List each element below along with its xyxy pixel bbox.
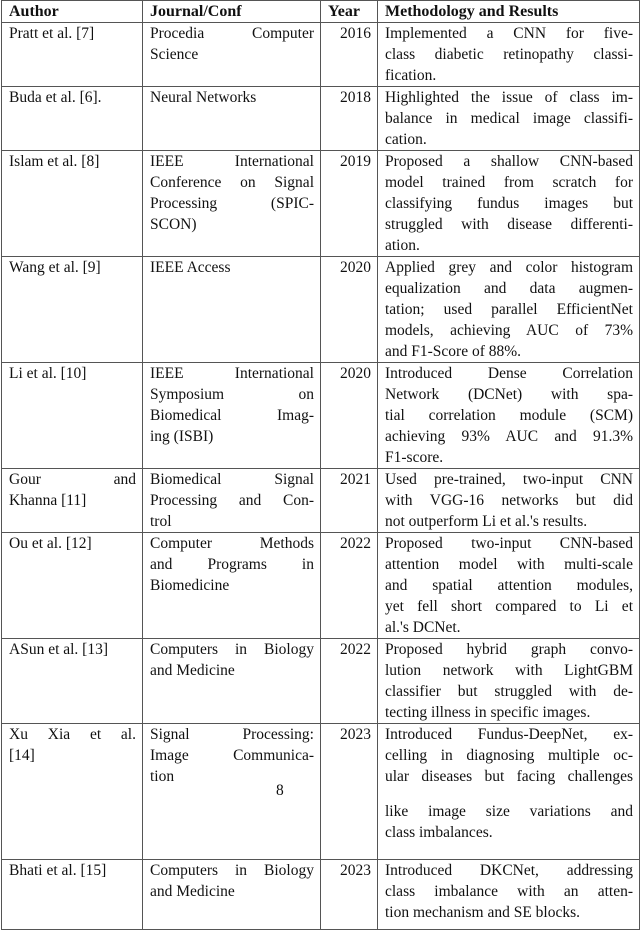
methodology-cell-line: cation. xyxy=(385,131,427,148)
methodology-cell-line: Implemented a CNN for five- xyxy=(385,25,633,42)
table-row xyxy=(2,860,640,930)
author-cell-line: Khanna [11] xyxy=(9,492,87,509)
header-year: Year xyxy=(321,1,378,23)
literature-review-table xyxy=(1,0,640,930)
author-cell xyxy=(2,363,143,469)
table-row xyxy=(2,639,640,724)
journal-cell-line: Neural Networks xyxy=(150,89,257,106)
journal-cell-line: Biomedicine xyxy=(150,577,230,594)
methodology-cell-line: like image size variations and xyxy=(385,803,633,820)
journal-cell-line: Computers in Biology xyxy=(150,641,314,658)
table-row xyxy=(2,257,640,363)
author-cell-line: Xu Xia et al. xyxy=(9,726,136,743)
author-cell-line: ASun et al. [13] xyxy=(9,641,109,658)
methodology-cell-line: class diabetic retinopathy classi- xyxy=(385,46,633,63)
journal-cell-line: IEEE International xyxy=(150,365,314,382)
journal-cell xyxy=(143,860,321,930)
journal-cell-line: Science xyxy=(150,46,199,63)
table-row xyxy=(2,724,640,860)
table-row xyxy=(2,363,640,469)
year-cell: 2019 xyxy=(321,151,378,257)
journal-cell xyxy=(143,363,321,469)
methodology-cell-line: fication. xyxy=(385,67,437,84)
journal-cell-line: trol xyxy=(150,513,172,530)
methodology-cell-line: Introduced Dense Correlation xyxy=(385,365,633,382)
methodology-cell xyxy=(378,23,640,87)
journal-cell-line: Procedia Computer xyxy=(150,25,314,42)
journal-cell-line: ing (ISBI) xyxy=(150,428,214,445)
methodology-cell xyxy=(378,151,640,257)
author-cell-line: Islam et al. [8] xyxy=(9,153,100,170)
author-cell-line: Pratt et al. [7] xyxy=(9,25,95,42)
journal-cell-line: Biomedical Signal xyxy=(150,471,314,488)
journal-cell xyxy=(143,87,321,151)
methodology-cell xyxy=(378,469,640,533)
author-cell xyxy=(2,469,143,533)
journal-cell-line: Computers in Biology xyxy=(150,862,314,879)
table-row xyxy=(2,533,640,639)
author-cell-line: Ou et al. [12] xyxy=(9,535,92,552)
author-cell-line: [14] xyxy=(9,747,35,764)
header-journal: Journal/Conf xyxy=(143,1,321,23)
methodology-cell-line: Network (DCNet) with spa- xyxy=(385,386,633,403)
methodology-cell-line: and spatial attention modules, xyxy=(385,577,633,594)
journal-cell-line: and Medicine xyxy=(150,883,235,900)
methodology-cell-line: models, achieving AUC of 73% xyxy=(385,322,633,339)
methodology-cell-line: Used pre-trained, two-input CNN xyxy=(385,471,633,488)
methodology-cell xyxy=(378,87,640,151)
methodology-cell-line: yet fell short compared to Li et xyxy=(385,598,633,615)
methodology-cell-line: attention model with multi-scale xyxy=(385,556,633,573)
header-methodology: Methodology and Results xyxy=(378,1,640,23)
methodology-cell-line: Proposed two-input CNN-based xyxy=(385,535,633,552)
journal-cell xyxy=(143,639,321,724)
journal-cell xyxy=(143,469,321,533)
year-cell: 2023 xyxy=(321,724,378,860)
table-row xyxy=(2,151,640,257)
methodology-cell-line: tion mechanism and SE blocks. xyxy=(385,904,581,921)
journal-cell-line: tion xyxy=(150,768,175,785)
author-cell xyxy=(2,257,143,363)
methodology-cell-line: classifier but struggled with de- xyxy=(385,683,633,700)
methodology-cell-line: model trained from scratch for xyxy=(385,174,633,191)
journal-cell-line: IEEE International xyxy=(150,153,314,170)
methodology-cell-line: tation; used parallel EfficientNet xyxy=(385,301,633,318)
year-cell: 2023 xyxy=(321,860,378,930)
journal-cell-line: and Programs in xyxy=(150,556,314,573)
year-cell: 2018 xyxy=(321,87,378,151)
journal-cell-line: IEEE Access xyxy=(150,259,231,276)
methodology-cell-line: achieving 93% AUC and 91.3% xyxy=(385,428,633,445)
journal-cell-line: Signal Processing: xyxy=(150,726,314,743)
page-number: 8 xyxy=(276,782,284,799)
methodology-cell xyxy=(378,533,640,639)
journal-cell-line: and Medicine xyxy=(150,662,235,679)
author-cell-line: Gour and xyxy=(9,471,136,488)
table-row xyxy=(2,87,640,151)
methodology-cell-line: ular diseases but facing challenges xyxy=(385,768,633,785)
methodology-cell-line: not outperform Li et al.'s results. xyxy=(385,513,588,530)
methodology-cell-line: and F1-Score of 88%. xyxy=(385,343,522,360)
methodology-cell-line: lution network with LightGBM xyxy=(385,662,633,679)
methodology-cell-line: Introduced DKCNet, addressing xyxy=(385,862,633,879)
methodology-cell-line: balance in medical image classifi- xyxy=(385,110,633,127)
journal-cell-line: SCON) xyxy=(150,216,197,233)
table-header-row xyxy=(2,1,640,23)
methodology-cell-line: Proposed hybrid graph convo- xyxy=(385,641,633,658)
header-author: Author xyxy=(2,1,143,23)
methodology-cell-line: celling in diagnosing multiple oc- xyxy=(385,747,633,764)
journal-cell-line: Processing and Con- xyxy=(150,492,314,509)
methodology-cell-line: tecting illness in specific images. xyxy=(385,704,591,721)
table-row xyxy=(2,469,640,533)
year-cell: 2022 xyxy=(321,639,378,724)
author-cell xyxy=(2,151,143,257)
methodology-cell xyxy=(378,860,640,930)
author-cell xyxy=(2,533,143,639)
methodology-cell-line: tial correlation module (SCM) xyxy=(385,407,633,424)
author-cell-line: Wang et al. [9] xyxy=(9,259,101,276)
author-cell xyxy=(2,724,143,860)
methodology-cell-line: Highlighted the issue of class im- xyxy=(385,89,633,106)
author-cell xyxy=(2,639,143,724)
methodology-cell-line: F1-score. xyxy=(385,449,444,466)
journal-cell xyxy=(143,533,321,639)
methodology-cell xyxy=(378,257,640,363)
methodology-cell-line: Proposed a shallow CNN-based xyxy=(385,153,633,170)
year-cell: 2021 xyxy=(321,469,378,533)
methodology-cell-line: equalization and data augmen- xyxy=(385,280,633,297)
methodology-cell-line: Applied grey and color histogram xyxy=(385,259,633,276)
year-cell: 2020 xyxy=(321,363,378,469)
year-cell: 2016 xyxy=(321,23,378,87)
journal-cell-line: Processing (SPIC- xyxy=(150,195,314,212)
year-cell: 2022 xyxy=(321,533,378,639)
methodology-cell-line: al.'s DCNet. xyxy=(385,619,461,636)
methodology-cell xyxy=(378,363,640,469)
author-cell xyxy=(2,23,143,87)
author-cell-line: Li et al. [10] xyxy=(9,365,87,382)
year-cell: 2020 xyxy=(321,257,378,363)
journal-cell-line: Computer Methods xyxy=(150,535,314,552)
author-cell xyxy=(2,860,143,930)
author-cell-line: Bhati et al. [15] xyxy=(9,862,107,879)
journal-cell xyxy=(143,257,321,363)
table-row xyxy=(2,23,640,87)
methodology-cell-line: class imbalance with an atten- xyxy=(385,883,633,900)
journal-cell-line: Biomedical Imag- xyxy=(150,407,314,424)
methodology-cell-line: with VGG-16 networks but did xyxy=(385,492,633,509)
journal-cell xyxy=(143,23,321,87)
journal-cell xyxy=(143,724,321,860)
methodology-cell-line: Introduced Fundus-DeepNet, ex- xyxy=(385,726,633,743)
journal-cell xyxy=(143,151,321,257)
author-cell-line: Buda et al. [6]. xyxy=(9,89,102,106)
journal-cell-line: Conference on Signal xyxy=(150,174,314,191)
methodology-cell xyxy=(378,639,640,724)
author-cell xyxy=(2,87,143,151)
methodology-cell-line: ation. xyxy=(385,237,420,254)
methodology-cell-line: class imbalances. xyxy=(385,824,493,841)
methodology-cell xyxy=(378,724,640,860)
journal-cell-line: Image Communica- xyxy=(150,747,314,764)
methodology-cell-line: struggled with disease differenti- xyxy=(385,216,633,233)
journal-cell-line: Symposium on xyxy=(150,386,314,403)
methodology-cell-line: classifying fundus images but xyxy=(385,195,633,212)
